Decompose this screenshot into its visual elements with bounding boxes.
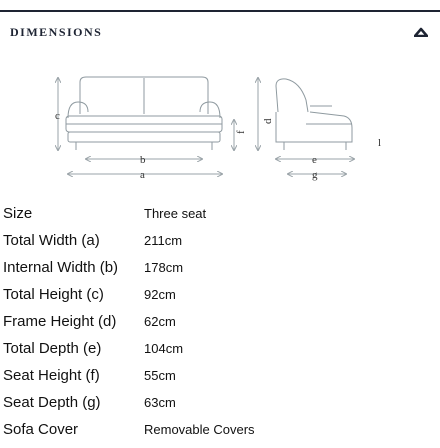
label-extra: l	[378, 137, 382, 149]
spec-value: Three seat	[144, 206, 207, 221]
spec-value: Removable Covers	[144, 422, 255, 437]
label-g: g	[312, 169, 318, 181]
sofa-front-view	[66, 77, 222, 150]
spec-label: Total Width (a)	[3, 232, 100, 249]
label-a: a	[140, 169, 145, 181]
spec-label: Sofa Cover	[3, 421, 79, 438]
chevron-up-icon[interactable]	[414, 27, 428, 37]
spec-value: 63cm	[144, 395, 176, 410]
spec-row	[0, 232, 440, 259]
spec-value: 62cm	[144, 314, 176, 329]
spec-row	[0, 259, 440, 286]
spec-row	[0, 313, 440, 340]
dimensions-accordion-header[interactable]	[0, 12, 440, 52]
spec-label: Total Depth (e)	[3, 340, 102, 357]
spec-label: Frame Height (d)	[3, 313, 117, 330]
spec-row	[0, 394, 440, 421]
section-title: DIMENSIONS	[10, 25, 103, 39]
label-c: c	[55, 110, 60, 122]
spec-label: Size	[3, 205, 33, 222]
label-d: d	[262, 118, 274, 124]
spec-row	[0, 286, 440, 313]
spec-value: 55cm	[144, 368, 176, 383]
label-e: e	[312, 154, 317, 166]
spec-row	[0, 205, 440, 232]
sofa-side-view	[276, 79, 352, 150]
spec-row	[0, 367, 440, 394]
spec-value: 92cm	[144, 287, 176, 302]
spec-value: 211cm	[144, 233, 183, 248]
spec-label: Seat Depth (g)	[3, 394, 101, 411]
label-b: b	[140, 154, 146, 166]
spec-row	[0, 340, 440, 367]
sofa-dimensions-diagram	[0, 62, 440, 192]
spec-value: 178cm	[144, 260, 184, 275]
spec-label: Total Height (c)	[3, 286, 104, 303]
spec-row	[0, 421, 440, 448]
spec-value: 104cm	[144, 341, 184, 356]
label-f: f	[235, 130, 247, 134]
spec-label: Seat Height (f)	[3, 367, 100, 384]
spec-label: Internal Width (b)	[3, 259, 119, 276]
